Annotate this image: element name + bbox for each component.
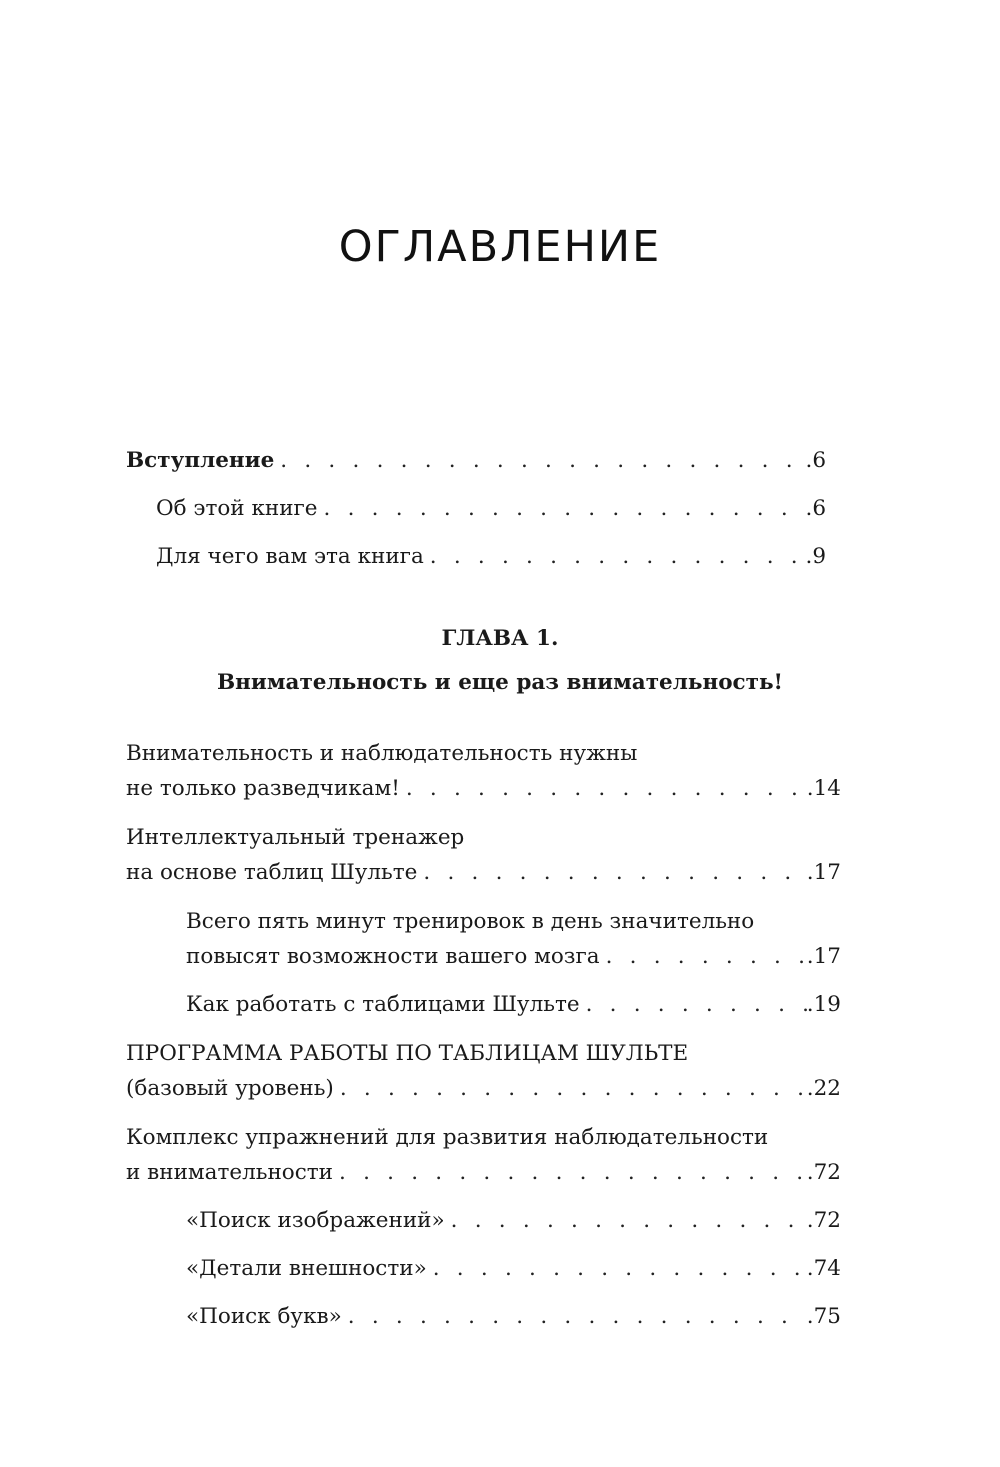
toc-entry-text: Об этой книге: [156, 496, 318, 521]
dot-leader: [324, 496, 806, 521]
toc-page-number: .17: [806, 944, 841, 969]
dot-leader: [340, 1076, 807, 1101]
toc-entry-text: «Поиск букв»: [186, 1304, 342, 1329]
toc-entry-text: (базовый уровень): [126, 1076, 334, 1101]
dot-leader: [339, 1160, 807, 1185]
toc-entry-line: Комплекс упражнений для развития наблюдательности: [126, 1125, 769, 1150]
toc-page-number: .14: [806, 776, 841, 801]
toc-entry-image-search[interactable]: [186, 1208, 841, 1233]
chapter-label: ГЛАВА 1.: [441, 626, 559, 651]
toc-entry-about-book[interactable]: [156, 496, 826, 521]
toc-page-number: .19: [806, 992, 841, 1017]
dot-leader: [406, 776, 807, 801]
toc-page-number: .6: [805, 448, 826, 473]
toc-page-number: .6: [805, 496, 826, 521]
toc-entry-text: на основе таблиц Шульте: [126, 860, 418, 885]
toc-entry-line: Интеллектуальный тренажер: [126, 825, 465, 850]
toc-page-number: .22: [806, 1076, 841, 1101]
toc-entry-line: ПРОГРАММА РАБОТЫ ПО ТАБЛИЦАМ ШУЛЬТЕ: [126, 1041, 689, 1066]
dot-leader: [433, 1256, 807, 1281]
toc-entry-exercises[interactable]: [126, 1160, 841, 1185]
toc-entry-program[interactable]: [126, 1076, 841, 1101]
toc-page-number: .72: [806, 1208, 841, 1233]
toc-entry-why-book[interactable]: [156, 544, 826, 569]
toc-entry-attention[interactable]: [126, 776, 841, 801]
chapter-title: Внимательность и еще раз внимательность!: [217, 670, 783, 695]
toc-entry-intro[interactable]: [126, 448, 826, 473]
dot-leader: [280, 448, 805, 473]
dot-leader: [423, 860, 806, 885]
dot-leader: [348, 1304, 807, 1329]
toc-entry-trainer[interactable]: [126, 860, 841, 885]
page-title: ОГЛАВЛЕНИЕ: [338, 222, 662, 272]
toc-page-number: .9: [805, 544, 826, 569]
toc-entry-how-to-work[interactable]: [186, 992, 841, 1017]
toc-page-number: .74: [806, 1256, 841, 1281]
toc-page-number: .75: [806, 1304, 841, 1329]
toc-entry-text: Как работать с таблицами Шульте: [186, 992, 580, 1017]
toc-entry-appearance[interactable]: [186, 1256, 841, 1281]
dot-leader: [430, 544, 806, 569]
toc-entry-line: Всего пять минут тренировок в день значительно: [186, 909, 755, 934]
toc-entry-five-minutes[interactable]: [186, 944, 841, 969]
toc-entry-text: «Поиск изображений»: [186, 1208, 445, 1233]
dot-leader: [606, 944, 807, 969]
toc-entry-letter-search[interactable]: [186, 1304, 841, 1329]
dot-leader: [586, 992, 807, 1017]
toc-entry-text: Для чего вам эта книга: [156, 544, 424, 569]
toc-page-number: .72: [806, 1160, 841, 1185]
toc-entry-text: Вступление: [126, 448, 275, 473]
dot-leader: [451, 1208, 807, 1233]
toc-entry-text: «Детали внешности»: [186, 1256, 427, 1281]
toc-entry-line: Внимательность и наблюдательность нужны: [126, 741, 638, 766]
toc-page-number: .17: [806, 860, 841, 885]
toc-entry-text: и внимательности: [126, 1160, 333, 1185]
toc-entry-text: повысят возможности вашего мозга: [186, 944, 600, 969]
toc-entry-text: не только разведчикам!: [126, 776, 400, 801]
